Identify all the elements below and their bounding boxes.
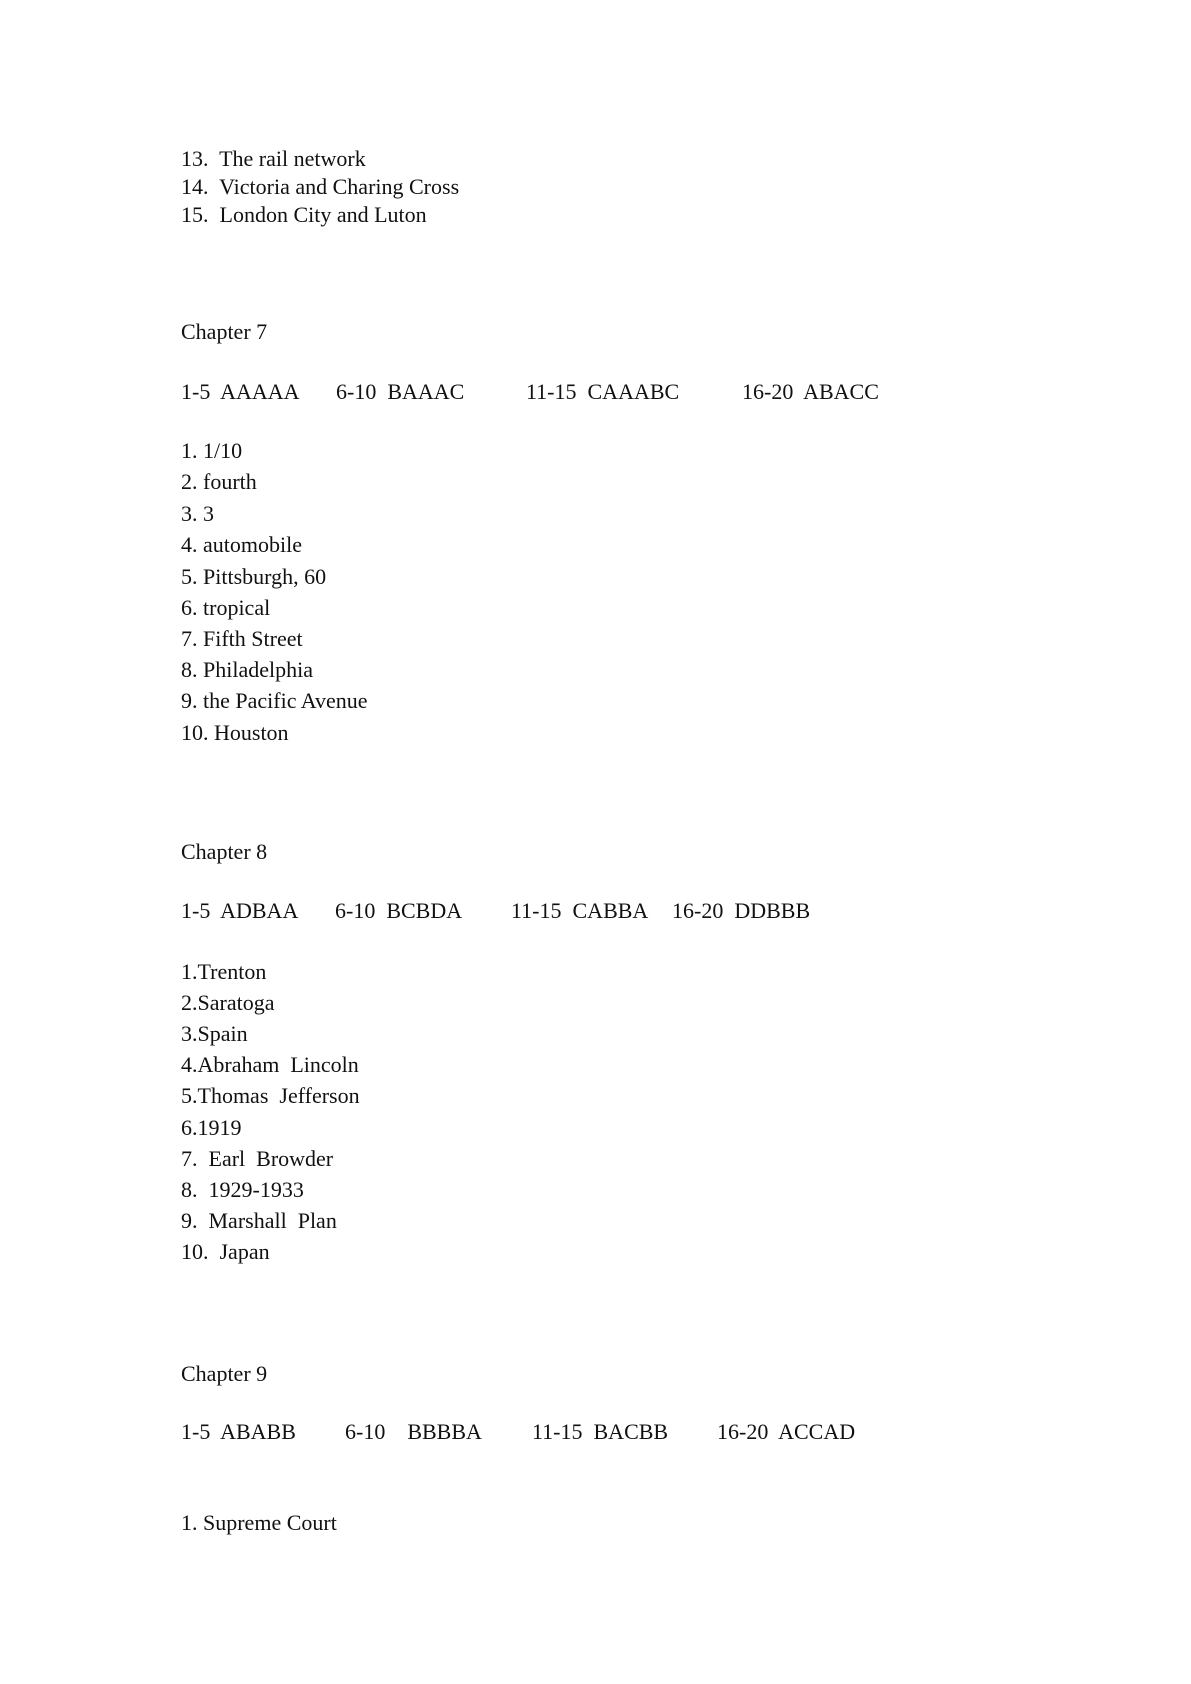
chapter-7-answer: 5. Pittsburgh, 60	[181, 564, 327, 589]
chapter-8-answer: 3.Spain	[181, 1021, 248, 1046]
chapter-7-mc-16-20: 16-20 ABACC	[742, 379, 879, 404]
chapter-8-mc-6-10: 6-10 BCBDA	[335, 898, 463, 923]
chapter-7-mc-11-15: 11-15 CAAABC	[526, 379, 680, 404]
chapter-8-answer: 4.Abraham Lincoln	[181, 1052, 359, 1077]
chapter-9-mc-16-20: 16-20 ACCAD	[717, 1419, 856, 1444]
chapter-8-answer: 7. Earl Browder	[181, 1146, 334, 1171]
chapter-7-answer: 7. Fifth Street	[181, 626, 303, 651]
chapter-7-answer: 8. Philadelphia	[181, 657, 313, 682]
chapter-7-mc-6-10: 6-10 BAAAC	[336, 379, 465, 404]
chapter-8-title: Chapter 8	[181, 839, 268, 864]
chapter-7-title: Chapter 7	[181, 319, 268, 344]
chapter-8-answer: 5.Thomas Jefferson	[181, 1083, 360, 1108]
chapter-7-mc-1-5: 1-5 AAAAA	[181, 379, 300, 404]
chapter-9-answer: 1. Supreme Court	[181, 1510, 337, 1535]
chapter-7-answer: 10. Houston	[181, 720, 289, 745]
chapter-7-answer: 1. 1/10	[181, 438, 243, 463]
list-item: 14. Victoria and Charing Cross	[181, 174, 460, 199]
chapter-9-mc-11-15: 11-15 BACBB	[532, 1419, 669, 1444]
chapter-7-answer: 4. automobile	[181, 532, 302, 557]
chapter-8-answer: 1.Trenton	[181, 959, 267, 984]
chapter-7-answer: 9. the Pacific Avenue	[181, 688, 368, 713]
chapter-8-answer: 9. Marshall Plan	[181, 1208, 337, 1233]
chapter-8-mc-1-5: 1-5 ADBAA	[181, 898, 299, 923]
list-item: 13. The rail network	[181, 146, 366, 171]
chapter-8-answer: 6.1919	[181, 1115, 242, 1140]
chapter-8-mc-16-20: 16-20 DDBBB	[672, 898, 811, 923]
list-item: 15. London City and Luton	[181, 202, 427, 227]
chapter-8-answer: 8. 1929-1933	[181, 1177, 304, 1202]
chapter-9-title: Chapter 9	[181, 1361, 268, 1386]
chapter-7-answer: 3. 3	[181, 501, 214, 526]
chapter-9-mc-6-10: 6-10 BBBBA	[345, 1419, 482, 1444]
chapter-9-mc-1-5: 1-5 ABABB	[181, 1419, 296, 1444]
chapter-7-answer: 2. fourth	[181, 469, 257, 494]
chapter-7-answer: 6. tropical	[181, 595, 271, 620]
chapter-8-answer: 2.Saratoga	[181, 990, 275, 1015]
chapter-8-mc-11-15: 11-15 CABBA	[511, 898, 649, 923]
chapter-8-answer: 10. Japan	[181, 1239, 270, 1264]
